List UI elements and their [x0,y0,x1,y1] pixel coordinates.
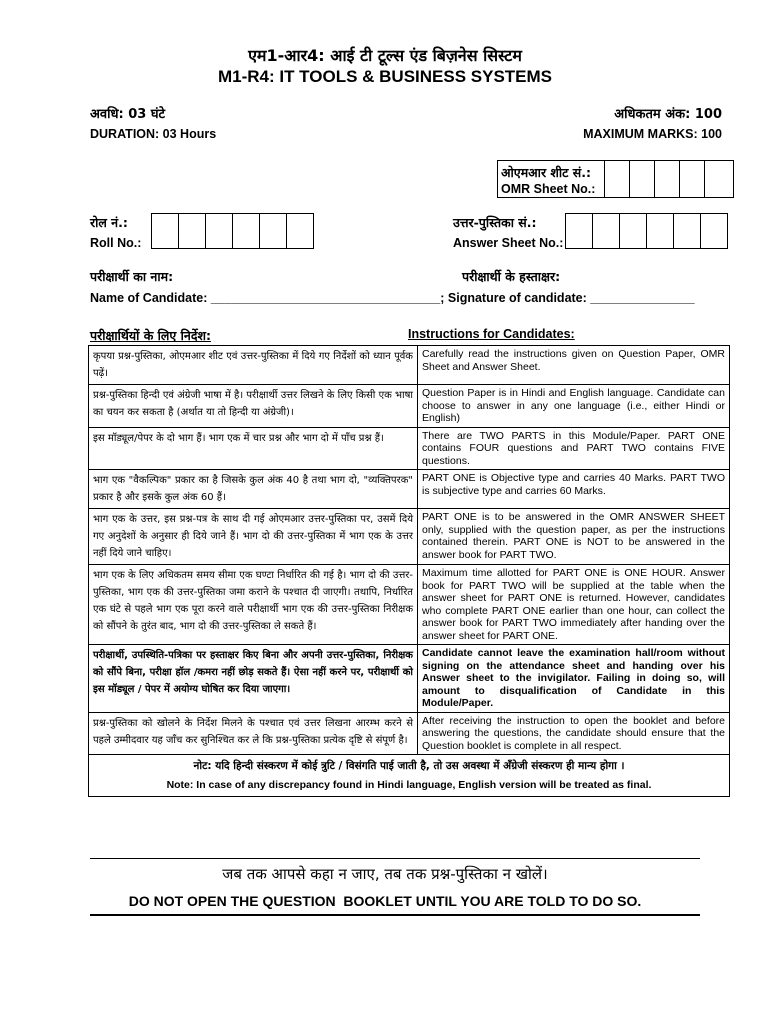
instruction-hindi: परीक्षार्थी, उपस्थिति-पत्रिका पर हस्ताक्षर किए बिना और अपनी उत्तर-पुस्तिका, निरीक्षक को सौंपे बिना, परीक्षा हॉल /कमरा नहीं छोड़ सकते हैं। ऐसा नहीं करने पर, परीक्षार्थी को इस मॉड्यूल / पेपर में अयोग्य घोषित कर दिया जाएगा। [89,645,418,713]
note-english: Note: In case of any discrepancy found in Hindi language, English version will be treated as final. [166,778,652,791]
instruction-row [89,470,730,509]
omr-label-hindi: ओएमआर शीट सं.: [501,165,592,180]
title-english: M1-R4: IT TOOLS & BUSINESS SYSTEMS [217,67,553,86]
duration-english: DURATION: 03 Hours [90,127,217,141]
roll-label-hindi: रोल नं.: [90,215,128,230]
candidate-name-signature-english[interactable]: Name of Candidate: _________________________________; Signature of candidate: _______________ [90,291,695,305]
instructions-heading-english: Instructions for Candidates: [408,327,575,341]
omr-number-boxes[interactable] [604,161,729,197]
instruction-english: PART ONE is Objective type and carries 40 Marks. PART TWO is subjective type and carries 60 Marks. [418,470,730,509]
roll-number-boxes[interactable] [152,213,314,249]
max-marks-english: MAXIMUM MARKS: 100 [583,127,722,141]
omr-label-english: OMR Sheet No.: [501,182,596,196]
candidate-signature-label-hindi: परीक्षार्थी के हस्ताक्षर: [462,269,561,284]
title-hindi: एम1-आर4: आई टी टूल्स एंड बिज़नेस सिस्टम [248,46,522,65]
instruction-hindi: कृपया प्रश्न-पुस्तिका, ओएमआर शीट एवं उत्तर-पुस्तिका में दिये गए निर्देशों को ध्यान पूर्वक पढ़ें। [89,346,418,385]
instruction-row [89,565,730,645]
instruction-english: After receiving the instruction to open the booklet and before answering the questions, the candidate should ensure that the Question booklet is complete in all respect. [418,712,730,755]
instruction-hindi: प्रश्न-पुस्तिका हिन्दी एवं अंग्रेजी भाषा में है। परीक्षार्थी उत्तर लिखने के लिए किसी एक भाषा का चयन कर सकता है (अर्थात या तो हिन्दी या अंग्रेजी)। [89,385,418,428]
instruction-hindi: भाग एक "वैकल्पिक" प्रकार का है जिसके कुल अंक 40 है तथा भाग दो, "व्यक्तिपरक" प्रकार है और इसके कुल अंक 60 हैं। [89,470,418,509]
max-marks-hindi: अधिकतम अंक: 100 [614,107,722,122]
instruction-row [89,385,730,428]
footer-hindi: जब तक आपसे कहा न जाए, तब तक प्रश्न-पुस्तिका न खोलें। [222,865,548,883]
note-hindi: नोट: यदि हिन्दी संस्करण में कोई त्रुटि / विसंगति पाई जाती है, तो उस अवस्था में अँग्रेजी संस्करण ही मान्य होगा । [193,760,625,772]
footer-bottom-rule [90,914,700,916]
instruction-row [89,509,730,565]
instruction-hindi: इस मॉड्यूल/पेपर के दो भाग हैं। भाग एक में चार प्रश्न और भाग दो में पाँच प्रश्न हैं। [89,427,418,470]
candidate-name-label-hindi: परीक्षार्थी का नाम: [90,269,174,284]
instruction-row [89,645,730,713]
omr-sheet-box [497,160,734,198]
instructions-table [88,345,730,797]
instruction-english: Question Paper is in Hindi and English language. Candidate can choose to answer in any one language (i.e., either Hindi or English) [418,385,730,428]
note-row [89,755,730,797]
instruction-hindi: भाग एक के उत्तर, इस प्रश्न-पत्र के साथ दी गई ओएमआर उत्तर-पुस्तिका पर, उसमें दिये गए अनुदेशों के अनुसार ही दिये जाने हैं। भाग दो की उत्तर-पुस्तिका में भाग एक के उत्तर नहीं दिये जाने चाहिए। [89,509,418,565]
instruction-row [89,712,730,755]
instructions-heading-hindi: परीक्षार्थियों के लिए निर्देश: [90,328,211,343]
footer-top-rule [90,858,700,859]
answer-sheet-label-english: Answer Sheet No.: [453,236,564,250]
instruction-english: Candidate cannot leave the examination hall/room without signing on the attendance sheet and handing over his Answer sheet to the invigilator. Failing in doing so, will amount to disqualification of Candidate in this Module/Paper. [418,645,730,713]
answer-sheet-number-boxes[interactable] [566,213,728,249]
instruction-row [89,346,730,385]
instruction-english: There are TWO PARTS in this Module/Paper. PART ONE contains FOUR questions and PART TWO contains FIVE questions. [418,427,730,470]
instruction-row [89,427,730,470]
instruction-hindi: भाग एक के लिए अधिकतम समय सीमा एक घण्टा निर्धारित की गई है। भाग दो की उत्तर-पुस्तिका, भाग एक की उत्तर-पुस्तिका जमा कराने के पश्चात दी जाएगी। तथापि, निर्धारित एक घंटे से पहले भाग एक पूरा करने वाले परीक्षार्थी भाग एक की उत्तर-पुस्तिका निरीक्षक को सौंपने के तुरंत बाद, भाग दो की उत्तर-पुस्तिका ले सकते हैं। [89,565,418,645]
instruction-hindi: प्रश्न-पुस्तिका को खोलने के निर्देश मिलने के पश्चात एवं उत्तर लिखना आरम्भ करने से पहले उम्मीदवार यह जाँच कर सुनिश्चित कर ले कि प्रश्न-पुस्तिका प्रत्येक दृष्टि से संपूर्ण है। [89,712,418,755]
instruction-english: Maximum time allotted for PART ONE is ONE HOUR. Answer book for PART TWO will be supplied at the table when the answer sheet for PART ONE is returned. However, candidates who complete PART ONE earlier than one hour, can collect the answer book for PART TWO immediately after handing over the answer sheet for PART ONE. [418,565,730,645]
instruction-english: Carefully read the instructions given on Question Paper, OMR Sheet and Answer Sheet. [418,346,730,385]
duration-hindi: अवधि: 03 घंटे [90,107,166,122]
footer-english: DO NOT OPEN THE QUESTION BOOKLET UNTIL YOU ARE TOLD TO DO SO. [128,893,642,909]
answer-sheet-label-hindi: उत्तर-पुस्तिका सं.: [453,215,537,230]
roll-label-english: Roll No.: [90,236,142,250]
instruction-english: PART ONE is to be answered in the OMR ANSWER SHEET only, supplied with the question paper, as per the instructions contained therein. PART ONE is NOT to be answered in the answer book for PART TWO. [418,509,730,565]
